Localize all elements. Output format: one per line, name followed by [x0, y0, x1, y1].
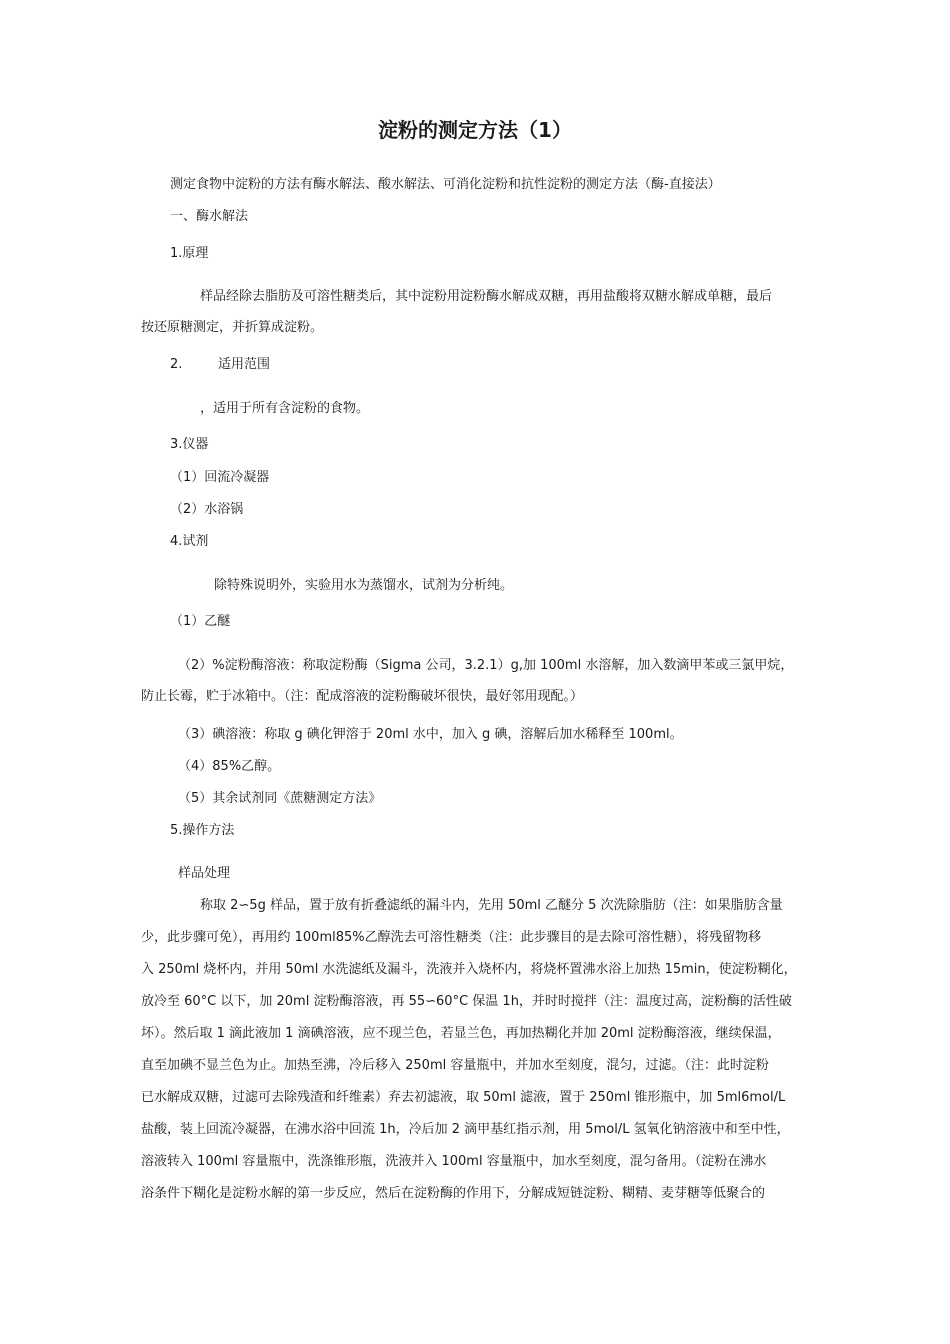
- apparatus-heading: 3.仪器: [170, 437, 209, 452]
- reagents-heading: 4.试剂: [170, 534, 209, 549]
- reagent-item-ether: （1）乙醚: [170, 614, 231, 629]
- procedure-line: 放冷至 60°C 以下，加 20ml 淀粉酶溶液，再 55∽60°C 保温 1h，并时时搅拌（注：温度过高，淀粉酶的活性破: [141, 994, 792, 1009]
- principle-text-line-2: 按还原糖测定，并折算成淀粉。: [141, 320, 324, 335]
- title-close-paren: ）: [551, 118, 572, 142]
- procedure-line: 直至加碘不显兰色为止。加热至沸，冷后移入 250ml 容量瓶中，并加水至刻度，混匀，过滤。（注：此时淀粉: [141, 1058, 769, 1073]
- procedure-line: 浴条件下糊化是淀粉水解的第一步反应，然后在淀粉酶的作用下，分解成短链淀粉、糊精、麦芽糖等低聚合的: [141, 1186, 766, 1201]
- procedure-line: 坏）。然后取 1 滴此液加 1 滴碘溶液，应不现兰色，若显兰色，再加热糊化并加 20ml 淀粉酶溶液，继续保温，: [141, 1026, 781, 1041]
- reagent-item-iodine: （3）碘溶液：称取 g 碘化钾溶于 20ml 水中，加入 g 碘，溶解后加水稀释至 100ml。: [178, 727, 683, 742]
- scope-number: 2.: [170, 357, 183, 372]
- scope-text: ，适用于所有含淀粉的食物。: [200, 401, 370, 416]
- procedure-line: 溶液转入 100ml 容量瓶中，洗涤锥形瓶，洗液并入 100ml 容量瓶中，加水至刻度，混匀备用。（淀粉在沸水: [141, 1154, 767, 1169]
- section-heading-enzyme-hydrolysis: 一、酶水解法: [170, 209, 249, 224]
- procedure-line: 已水解成双糖，过滤可去除残渣和纤维素）弃去初滤液，取 50ml 滤液，置于 250ml 锥形瓶中，加 5ml6mol/L: [141, 1090, 786, 1105]
- page-title: [0, 116, 950, 144]
- reagent-item-amylase-line-2: 防止长霉，贮于冰箱中。（注：配成溶液的淀粉酶破坏很快，最好邻用现配。）: [141, 689, 584, 704]
- procedure-line: 少，此步骤可免），再用约 100ml85%乙醇洗去可溶性糖类（注：此步骤目的是去除可溶性糖），将残留物移: [141, 930, 762, 945]
- principle-heading: 1.原理: [170, 246, 209, 261]
- title-text: 淀粉的测定方法（: [378, 118, 539, 142]
- procedure-subheading: 样品处理: [178, 866, 231, 881]
- procedure-heading: 5.操作方法: [170, 823, 235, 838]
- principle-text-line-1: 样品经除去脂肪及可溶性糖类后，其中淀粉用淀粉酶水解成双糖，再用盐酸将双糖水解成单糖，最后: [200, 289, 773, 304]
- procedure-line: 入 250ml 烧杯内，并用 50ml 水洗滤纸及漏斗，洗液并入烧杯内，将烧杯置沸水浴上加热 15min，使淀粉糊化，: [141, 962, 797, 977]
- reagents-note: 除特殊说明外，实验用水为蒸馏水，试剂为分析纯。: [214, 578, 514, 593]
- intro-paragraph: 测定食物中淀粉的方法有酶水解法、酸水解法、可消化淀粉和抗性淀粉的测定方法（酶-直接法）: [170, 177, 721, 192]
- title-number: 1: [538, 118, 552, 142]
- reagent-item-others: （5）其余试剂同《蔗糖测定方法》: [178, 791, 382, 806]
- reagent-item-amylase-line-1: （2）%淀粉酶溶液：称取淀粉酶（Sigma 公司，3.2.1）g,加 100ml 水溶解，加入数滴甲苯或三氯甲烷，: [178, 658, 794, 673]
- procedure-line: 称取 2∽5g 样品，置于放有折叠滤纸的漏斗内，先用 50ml 乙醚分 5 次洗除脂肪（注：如果脂肪含量: [200, 898, 783, 913]
- apparatus-item-water-bath: （2）水浴锅: [170, 502, 244, 517]
- apparatus-item-condenser: （1）回流冷凝器: [170, 470, 270, 485]
- scope-heading: 适用范围: [218, 357, 271, 372]
- procedure-line: 盐酸，装上回流冷凝器，在沸水浴中回流 1h，冷后加 2 滴甲基红指示剂，用 5mol/L 氢氧化钠溶液中和至中性，: [141, 1122, 790, 1137]
- reagent-item-ethanol: （4）85%乙醇。: [178, 759, 281, 774]
